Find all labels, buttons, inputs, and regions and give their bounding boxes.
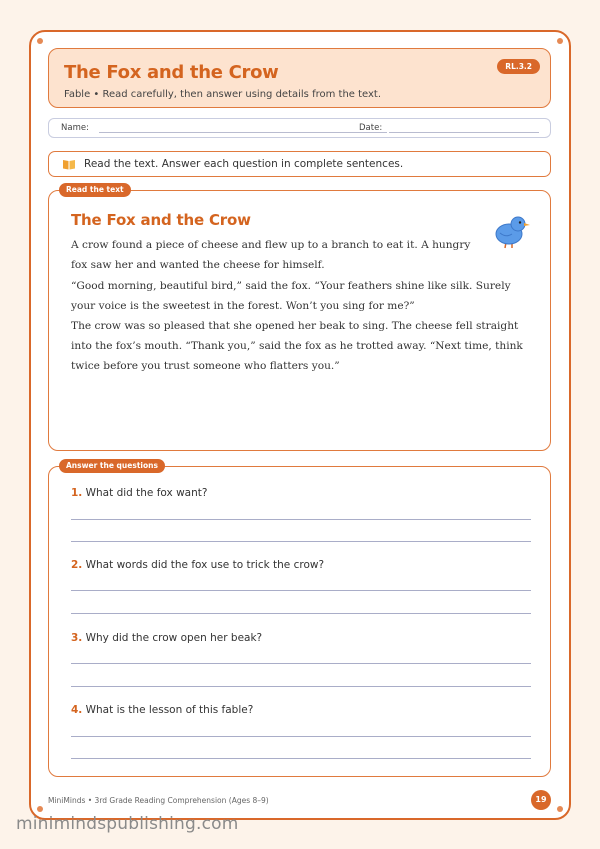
answer-line[interactable]	[71, 541, 531, 542]
question-number: 2.	[71, 559, 83, 571]
question-1	[71, 487, 207, 499]
story-paragraph: A crow found a piece of cheese and flew up to a branch to eat it. A hungry fox saw her and wanted the cheese for himself.	[71, 239, 471, 271]
page-subtitle: Fable • Read carefully, then answer using details from the text.	[64, 89, 382, 100]
answer-line[interactable]	[71, 736, 531, 737]
answer-line[interactable]	[71, 590, 531, 591]
date-label: Date:	[359, 123, 383, 133]
answer-line[interactable]	[71, 686, 531, 687]
question-number: 4.	[71, 704, 83, 716]
answer-line[interactable]	[71, 663, 531, 664]
story-paragraph: “Good morning, beautiful bird,” said the fox. “Your feathers shine like silk. Surely your voice is the sweetest in the forest. Won’t you sing for me?”	[71, 280, 511, 312]
answer-line[interactable]	[71, 613, 531, 614]
page-title: The Fox and the Crow	[64, 62, 279, 83]
name-date-bar	[48, 118, 551, 138]
watermark: minimindspublishing.com	[16, 814, 239, 834]
story-paragraph: The crow was so pleased that she opened her beak to sing. The cheese fell straight into the fox’s mouth. “Thank you,” said the fox as he trotted away. “Next time, think twice before you trust someone who flatters you.”	[71, 320, 523, 372]
corner-dot	[557, 38, 563, 44]
page-number-badge: 19	[531, 790, 551, 810]
question-3	[71, 632, 262, 644]
question-text: What words did the fox use to trick the crow?	[85, 559, 325, 571]
instructions-text: Read the text. Answer each question in complete sentences.	[84, 158, 404, 170]
corner-dot	[557, 806, 563, 812]
question-text: Why did the crow open her beak?	[85, 632, 263, 644]
instructions-box	[48, 151, 551, 177]
bird-icon	[490, 214, 532, 250]
reading-section	[48, 185, 551, 451]
name-label: Name:	[61, 123, 89, 133]
question-number: 3.	[71, 632, 83, 644]
questions-section	[48, 461, 551, 777]
answer-line[interactable]	[71, 758, 531, 759]
reading-section-tag: Read the text	[59, 183, 131, 197]
name-field[interactable]	[99, 132, 387, 133]
date-field[interactable]	[389, 132, 539, 133]
question-text: What did the fox want?	[85, 487, 208, 499]
questions-section-tag: Answer the questions	[59, 459, 165, 473]
question-2	[71, 559, 324, 571]
corner-dot	[37, 38, 43, 44]
question-number: 1.	[71, 487, 83, 499]
answer-line[interactable]	[71, 519, 531, 520]
footer-text: MiniMinds • 3rd Grade Reading Comprehension (Ages 8–9)	[48, 796, 269, 805]
story-title: The Fox and the Crow	[71, 211, 251, 229]
corner-dot	[37, 806, 43, 812]
standard-badge: RL.3.2	[497, 59, 540, 74]
header-card	[48, 48, 551, 108]
question-4	[71, 704, 253, 716]
book-icon	[62, 159, 76, 170]
question-text: What is the lesson of this fable?	[85, 704, 254, 716]
